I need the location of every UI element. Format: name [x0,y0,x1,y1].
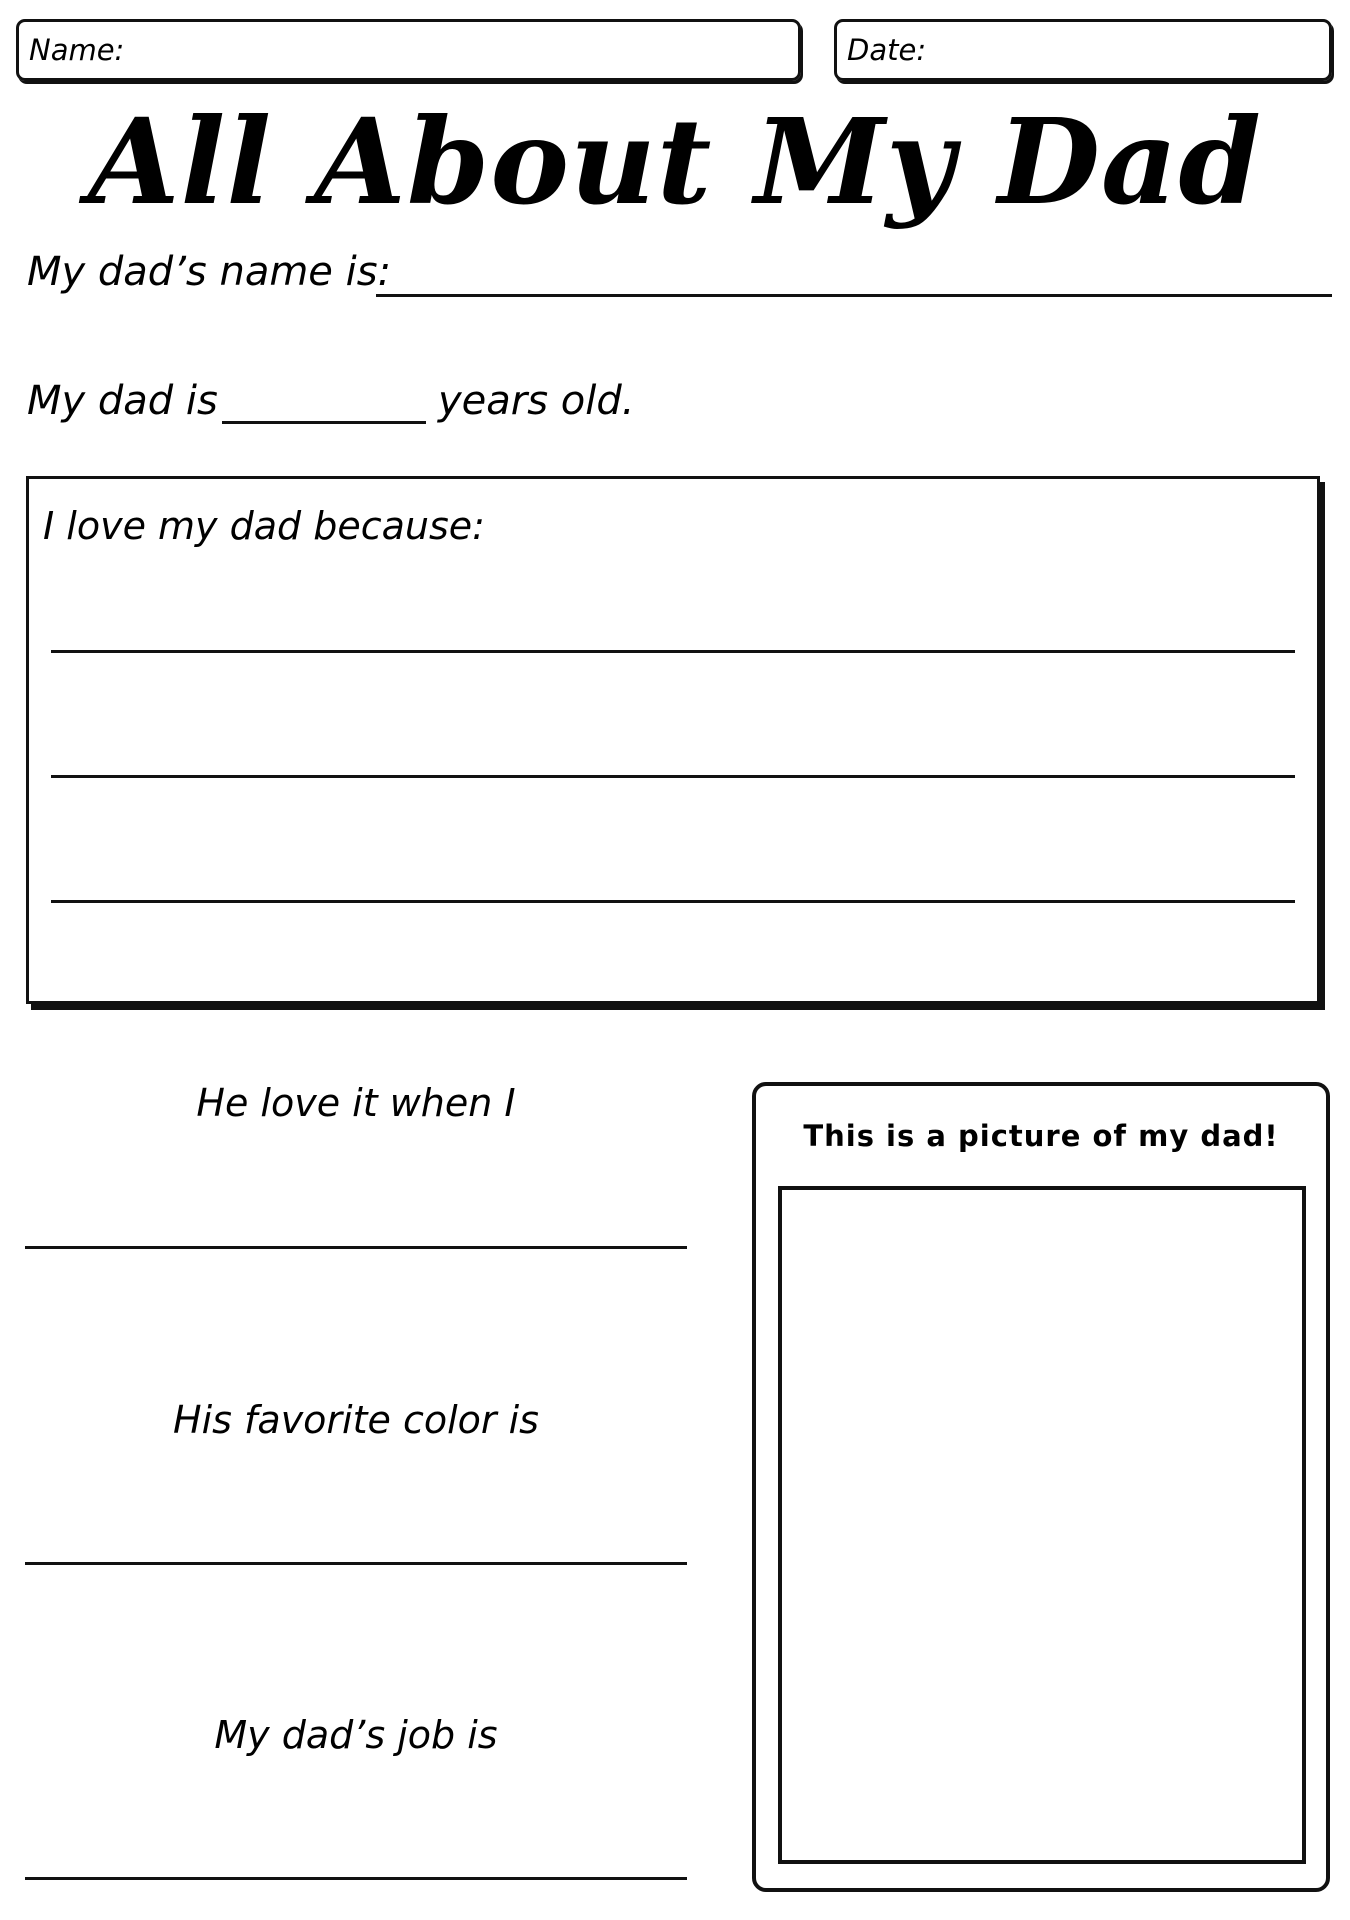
favorite-color-answer-line[interactable] [25,1562,687,1565]
drawing-area[interactable] [778,1186,1306,1864]
love-when-answer-line[interactable] [25,1246,687,1249]
dad-name-prompt: My dad’s name is: [27,249,392,295]
love-when-prompt: He love it when I [196,1081,516,1125]
picture-frame [752,1082,1330,1892]
name-label: Name: [29,33,125,67]
age-prompt-prefix: My dad is [27,378,218,424]
love-reason-line-3[interactable] [51,900,1295,903]
love-reason-line-2[interactable] [51,775,1295,778]
age-answer-line[interactable] [222,421,426,424]
love-reason-line-1[interactable] [51,650,1295,653]
job-answer-line[interactable] [25,1877,687,1880]
name-field[interactable] [16,19,801,81]
job-prompt: My dad’s job is [214,1713,498,1757]
page-title: All About My Dad [88,92,1262,231]
favorite-color-prompt: His favorite color is [173,1398,539,1442]
love-reasons-box [26,476,1320,1004]
age-prompt-suffix: years old. [438,378,635,424]
picture-label: This is a picture of my dad! [803,1119,1279,1153]
dad-name-answer-line[interactable] [376,294,1332,297]
love-reasons-label: I love my dad because: [43,504,485,548]
date-field[interactable] [834,19,1332,81]
date-label: Date: [847,33,927,67]
